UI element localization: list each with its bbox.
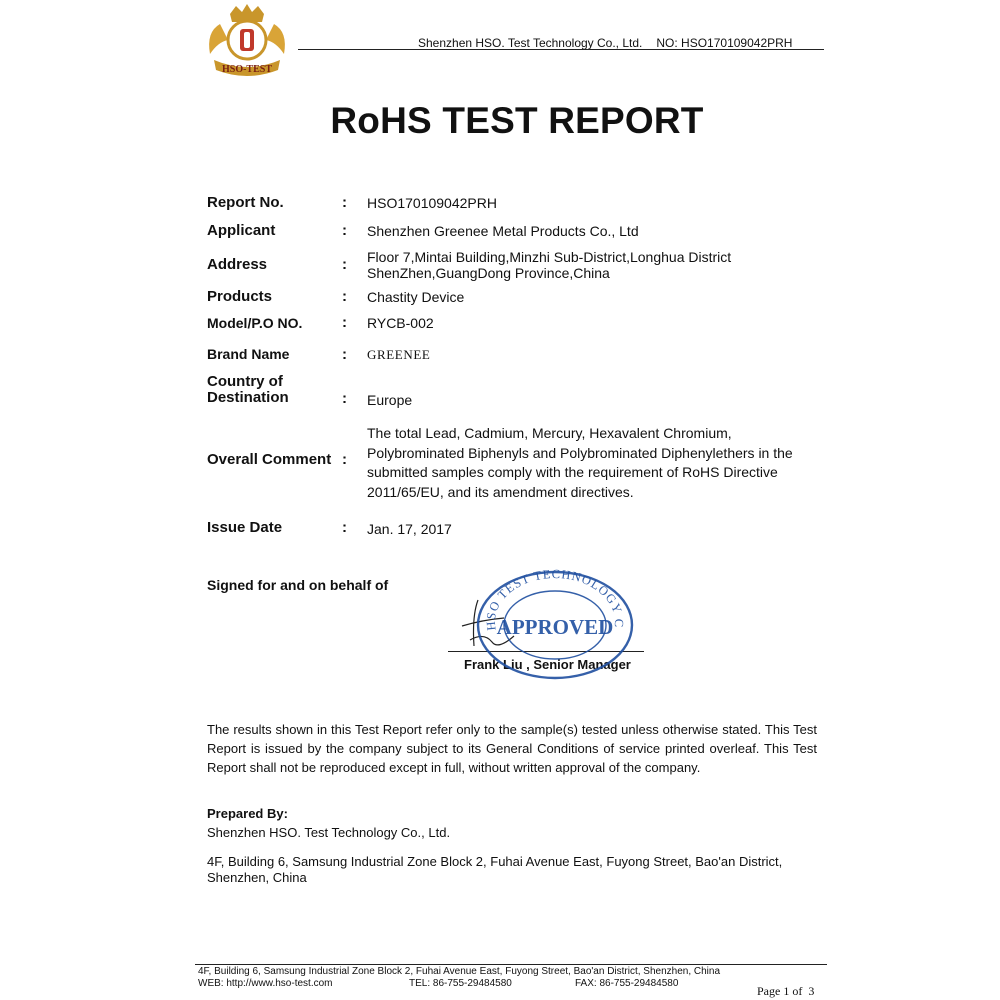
prepared-by-label: Prepared By:: [207, 806, 288, 821]
report-no-value: HSO170109042PRH: [367, 195, 497, 211]
page-label: Page 1 of: [757, 984, 803, 998]
applicant-label: Applicant: [207, 222, 276, 239]
footer-fax: FAX: 86-755-29484580: [575, 978, 679, 989]
approved-stamp: [474, 568, 636, 682]
brand-colon: :: [342, 346, 347, 363]
footer-rule: [195, 964, 827, 965]
header-report-no: NO: HSO170109042PRH: [656, 36, 793, 50]
products-label: Products: [207, 288, 273, 305]
header-rule: [298, 49, 824, 50]
stamp-ring-text: HSO TEST TECHNOLOGY C: [483, 568, 627, 632]
comment-value: The total Lead, Cadmium, Mercury, Hexavalent Chromium, Polybrominated Biphenyls and Polybrominated Diphenylethers in the submitted samples comply with the requirement of RoHS Directive 2011/65/EU, and its amendment directives.: [367, 425, 793, 500]
page-total: 3: [808, 984, 815, 998]
products-colon: :: [342, 288, 347, 305]
prepared-address-line-1: 4F, Building 6, Samsung Industrial Zone Block 2, Fuhai Avenue East, Fuyong Street, Bao'an District,: [207, 854, 783, 869]
comment-label: Overall Comment: [207, 451, 332, 468]
footer-tel: TEL: 86-755-29484580: [409, 978, 512, 989]
issue-date-label: Issue Date: [207, 519, 283, 536]
company-logo: [200, 2, 294, 80]
page-number: [757, 984, 820, 999]
issue-date-colon: :: [342, 519, 347, 536]
disclaimer-text: The results shown in this Test Report refer only to the sample(s) tested unless otherwise stated. This Test Report is issued by the company subject to its General Conditions of service printed overleaf. This Test Report shall not be reproduced except in full, without written approval of the company.: [207, 722, 817, 775]
country-label-line-1: Country of: [207, 373, 283, 390]
prepared-by-address: [207, 854, 807, 886]
report-no-label: Report No.: [207, 194, 284, 211]
model-colon: :: [342, 314, 347, 331]
address-label: Address: [207, 256, 268, 273]
signed-for-text: Signed for and on behalf of: [207, 577, 389, 593]
products-value: Chastity Device: [367, 289, 465, 305]
brand-label: Brand Name: [207, 346, 290, 362]
prepared-by-company: Shenzhen HSO. Test Technology Co., Ltd.: [207, 825, 451, 840]
header-text: [418, 36, 792, 50]
comment-colon: :: [342, 451, 347, 468]
report-no-colon: :: [342, 194, 347, 211]
logo-text: HSO-TEST: [221, 64, 273, 75]
country-label-line-2: Destination: [207, 389, 289, 406]
address-line-1: Floor 7,Mintai Building,Minzhi Sub-District,Longhua District: [367, 249, 732, 265]
model-label: Model/P.O NO.: [207, 315, 303, 331]
country-colon: :: [342, 390, 347, 407]
header-company: Shenzhen HSO. Test Technology Co., Ltd.: [418, 36, 643, 50]
issue-date-value: Jan. 17, 2017: [367, 521, 452, 537]
footer-address: 4F, Building 6, Samsung Industrial Zone Block 2, Fuhai Avenue East, Fuyong Street, Bao'an District, Shenzhen, China: [198, 966, 721, 977]
signer-name: Frank Liu , Senior Manager: [464, 657, 631, 672]
brand-value: GREENEE: [367, 347, 431, 362]
model-value: RYCB-002: [367, 315, 434, 331]
prepared-address-line-2: Shenzhen, China: [207, 870, 307, 885]
address-colon: :: [342, 256, 347, 273]
applicant-colon: :: [342, 222, 347, 239]
country-value: Europe: [367, 392, 413, 408]
page-title: RoHS TEST REPORT: [330, 100, 704, 141]
applicant-value: Shenzhen Greenee Metal Products Co., Ltd: [367, 223, 639, 239]
address-line-2: ShenZhen,GuangDong Province,China: [367, 265, 610, 281]
stamp-center-text: APPROVED: [496, 615, 614, 639]
footer-web: WEB: http://www.hso-test.com: [198, 978, 333, 989]
